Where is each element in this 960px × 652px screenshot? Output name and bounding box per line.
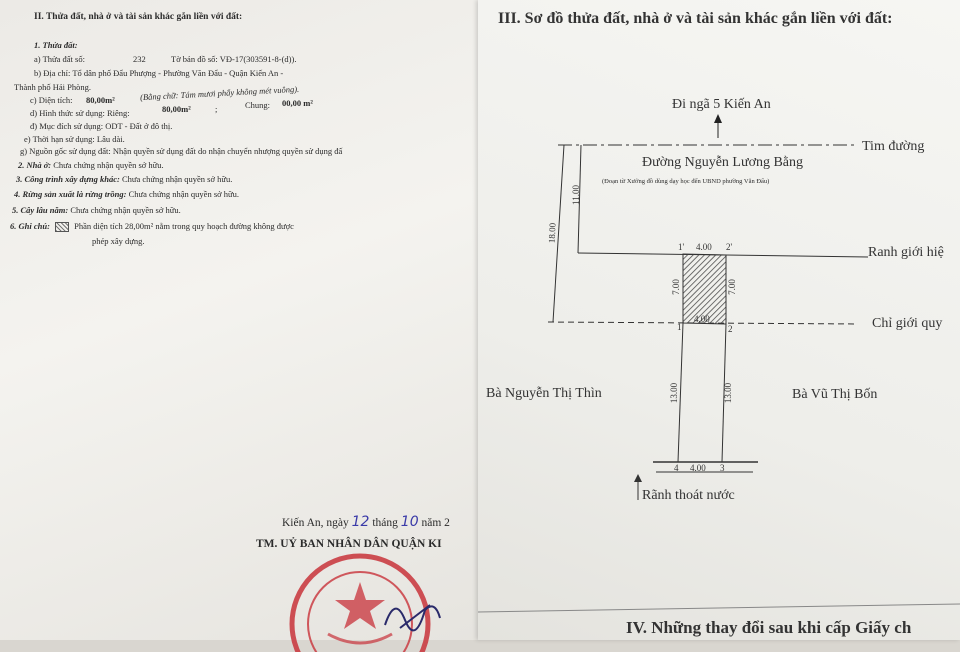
forest-label: 4. Rừng sản xuất là rừng trồng: xyxy=(14,189,127,199)
setback-label: Chỉ giới quy xyxy=(872,316,943,331)
section-iv-title: IV. Những thay đổi sau khi cấp Giấy ch xyxy=(626,618,912,637)
dim-left-upper: 7.00 xyxy=(670,279,681,295)
house-label: 2. Nhà ở: xyxy=(18,160,52,170)
note-value: Phần diện tích 28,00m² nằm trong quy hoạch đường không được xyxy=(74,221,294,231)
house-value: Chưa chứng nhận quyền sở hữu. xyxy=(53,160,164,170)
month-handwritten: 10 xyxy=(400,514,419,530)
neighbor-right: Bà Vũ Thị Bốn xyxy=(792,387,878,402)
direction-arrow-head xyxy=(714,114,722,123)
point-1-prime: 1' xyxy=(678,242,685,252)
drain-arrow-head xyxy=(634,474,642,482)
parcel-number-label: a) Thửa đất số: xyxy=(34,54,85,64)
signer-title: TM. UỶ BAN NHÂN DÂN QUẬN KI xyxy=(256,538,442,550)
place-date-prefix: Kiến An, ngày xyxy=(282,517,349,529)
point-1: 1 xyxy=(677,322,682,332)
dim-right-upper: 7.00 xyxy=(726,279,737,295)
month-label: tháng xyxy=(372,517,398,529)
usage-separator: ; xyxy=(215,104,218,114)
direction-label: Đi ngã 5 Kiến An xyxy=(672,97,771,112)
section-iii-title: III. Sơ đồ thửa đất, nhà ở và tài sản khác gắn liền với đất: xyxy=(498,10,893,27)
centerline-label: Tim đường xyxy=(862,139,925,154)
dim-bottom: 4.00 xyxy=(690,463,706,473)
address: b) Địa chỉ: Tổ dân phố Đẩu Phượng - Phường Văn Đẩu - Quận Kiến An - xyxy=(34,68,284,78)
point-4: 4 xyxy=(674,463,679,473)
point-2-prime: 2' xyxy=(726,242,733,252)
dim-mid: 4.00 xyxy=(694,314,710,324)
left-page xyxy=(0,0,484,640)
note-label: 6. Ghi chú: xyxy=(10,221,50,231)
note-cont: phép xây dựng. xyxy=(92,236,145,246)
section-divider xyxy=(478,604,960,612)
usage-form: d) Hình thức sử dụng: Riêng: xyxy=(30,108,130,118)
usage-common: 00,00 m² xyxy=(282,98,313,108)
section-ii-title: II. Thửa đất, nhà ở và tài sản khác gắn liền với đất: xyxy=(34,12,243,22)
dim-top: 4.00 xyxy=(696,242,712,252)
land-heading: 1. Thửa đất: xyxy=(34,40,78,50)
drain-label: Rãnh thoát nước xyxy=(642,488,735,503)
dim-right-lower: 13.00 xyxy=(723,382,734,404)
forest-row xyxy=(14,189,239,199)
year-label: năm 2 xyxy=(421,517,450,529)
dim-11: 11.00 xyxy=(570,185,581,205)
construction-label: 3. Công trình xây dựng khác: xyxy=(16,174,120,184)
point-3: 3 xyxy=(720,463,725,473)
land-origin: g) Nguồn gốc sử dụng đất: Nhận quyền sử dụng đất do nhận chuyển nhượng quyền sử dụng đấ xyxy=(20,146,343,156)
road-note: (Đoạn từ Xưởng đồ dùng dạy học đến UBND phường Văn Đẩu) xyxy=(602,178,770,185)
construction-value: Chưa chứng nhận quyền sở hữu. xyxy=(121,174,233,184)
construction-row xyxy=(16,174,232,184)
hatch-legend-icon xyxy=(55,222,69,232)
address-cont: Thành phố Hải Phòng. xyxy=(14,82,91,92)
place-date xyxy=(282,514,450,530)
house-row xyxy=(18,160,164,170)
map-sheet: Tờ bản đồ số: VĐ-17(303591-8-(d)). xyxy=(171,54,297,64)
area-label: c) Diện tích: xyxy=(30,95,73,105)
area-value: 80,00m² xyxy=(86,95,115,105)
neighbor-left: Bà Nguyễn Thị Thìn xyxy=(486,386,602,401)
point-2: 2 xyxy=(728,324,733,334)
usage-private: 80,00m² xyxy=(162,104,191,114)
area-words: (Bằng chữ: Tám mươi phẩy không mét vuông). xyxy=(139,83,300,103)
day-handwritten: 12 xyxy=(351,514,370,530)
boundary-label: Ranh giới hiệ xyxy=(868,245,944,260)
land-purpose: đ) Mục đích sử dụng: ODT - Đất ở đô thị. xyxy=(30,121,173,131)
land-term: e) Thời hạn sử dụng: Lâu dài. xyxy=(24,134,125,144)
dim-18: 18.00 xyxy=(546,222,558,244)
right-page xyxy=(478,0,960,640)
perennial-label: 5. Cây lâu năm: xyxy=(12,205,69,215)
road-name: Đường Nguyễn Lương Bằng xyxy=(642,155,804,170)
usage-common-label: Chung: xyxy=(245,100,271,110)
parcel-number-value: 232 xyxy=(133,54,146,64)
signature-scribble xyxy=(380,590,450,635)
perennial-value: Chưa chứng nhận quyền sở hữu. xyxy=(70,205,181,215)
forest-value: Chưa chứng nhận quyền sở hữu. xyxy=(128,189,239,199)
note-row xyxy=(10,221,294,232)
dim-left-lower: 13.00 xyxy=(669,382,680,404)
perennial-row xyxy=(12,205,181,215)
